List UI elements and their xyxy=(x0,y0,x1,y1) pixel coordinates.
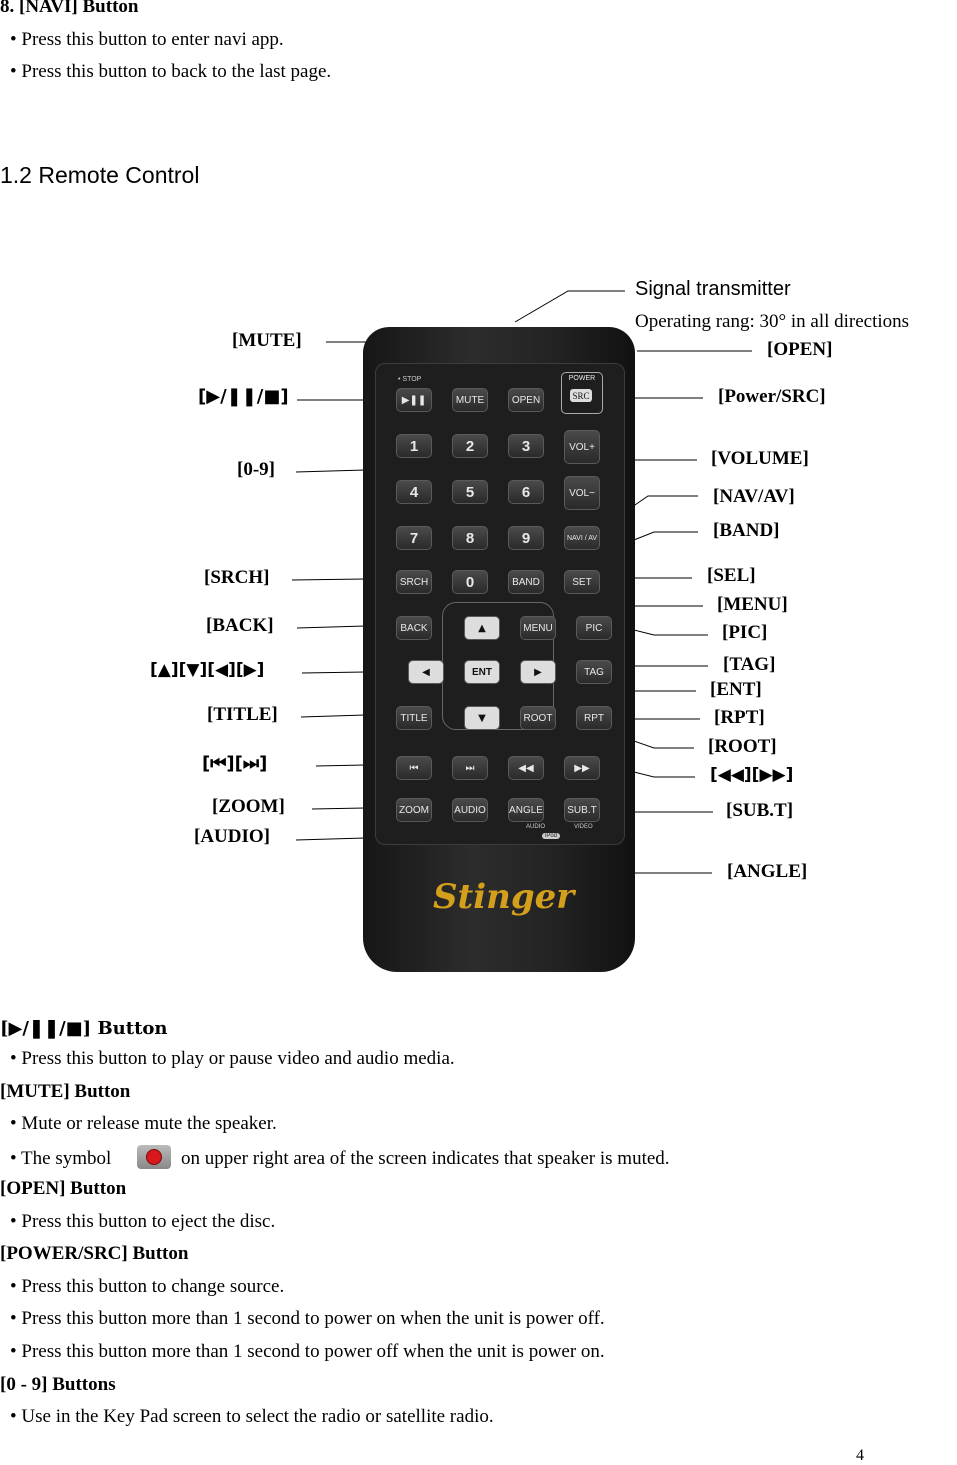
section-8-heading: 8. [NAVI] Button xyxy=(0,0,139,17)
remote-zoom-button: ZOOM xyxy=(396,798,432,822)
play-bullet-1: • Press this button to play or pause video and audio media. xyxy=(10,1048,455,1069)
remote-digit-1: 1 xyxy=(396,434,432,458)
remote-button-panel xyxy=(375,363,625,845)
power-heading: [POWER/SRC] Button xyxy=(0,1243,189,1264)
remote-root-button: ROOT xyxy=(520,706,556,730)
small-video-label: VIDEO xyxy=(574,824,593,830)
label-rpt: [RPT] xyxy=(714,707,765,728)
remote-play-pause-button: ▶❚❚ xyxy=(396,388,432,412)
mute-symbol-icon xyxy=(137,1145,171,1169)
label-0-9: [0-9] xyxy=(237,459,275,480)
label-open: [OPEN] xyxy=(767,339,833,360)
label-back: [BACK] xyxy=(206,615,274,636)
remote-menu-button: MENU xyxy=(520,616,556,640)
remote-up-button: ▲ xyxy=(464,616,500,640)
label-menu: [MENU] xyxy=(717,594,788,615)
label-title: [TITLE] xyxy=(207,704,278,725)
remote-left-button: ◀ xyxy=(408,660,444,684)
label-mute: [MUTE] xyxy=(232,330,302,351)
label-sel: [SEL] xyxy=(707,565,756,586)
power-bullet-2: • Press this button more than 1 second to power on when the unit is power off. xyxy=(10,1308,605,1329)
label-arrows: [▲][▼][◀][▶] xyxy=(150,660,265,680)
remote-right-button: ▶ xyxy=(520,660,556,684)
remote-band-button: BAND xyxy=(508,570,544,594)
remote-digit-2: 2 xyxy=(452,434,488,458)
operating-range-label: Operating rang: 30° in all directions xyxy=(635,311,910,332)
remote-vol-down-button: VOL− xyxy=(564,476,600,510)
open-bullet-1: • Press this button to eject the disc. xyxy=(10,1211,276,1232)
remote-digit-3: 3 xyxy=(508,434,544,458)
remote-digit-9: 9 xyxy=(508,526,544,550)
label-skip: [⏮][⏭] xyxy=(202,753,268,774)
remote-digit-0: 0 xyxy=(452,570,488,594)
mute-bullet-1: • Mute or release mute the speaker. xyxy=(10,1113,277,1134)
power-bullet-3: • Press this button more than 1 second to power off when the unit is power on. xyxy=(10,1341,605,1362)
label-ff-rew: [◀◀][▶▶] xyxy=(710,765,794,785)
label-angle: [ANGLE] xyxy=(727,861,808,882)
nums-bullet-1: • Use in the Key Pad screen to select the radio or satellite radio. xyxy=(10,1406,494,1427)
remote-audio-button: AUDIO xyxy=(452,798,488,822)
remote-control-image xyxy=(363,327,635,972)
remote-navi-av-button: NAVI / AV xyxy=(564,526,600,550)
remote-rpt-button: RPT xyxy=(576,706,612,730)
mute-bullet-2a: • The symbol xyxy=(10,1148,112,1169)
open-heading: [OPEN] Button xyxy=(0,1178,127,1199)
nums-heading: [0 - 9] Buttons xyxy=(0,1374,116,1395)
remote-pic-button: PIC xyxy=(576,616,612,640)
remote-title-button: TITLE xyxy=(396,706,432,730)
label-subt: [SUB.T] xyxy=(726,800,794,821)
mute-bullet-2b: on upper right area of the screen indicates that speaker is muted. xyxy=(181,1148,670,1169)
remote-digit-7: 7 xyxy=(396,526,432,550)
remote-digit-5: 5 xyxy=(452,480,488,504)
remote-next-button: ⏭ xyxy=(452,756,488,780)
remote-angle-button: ANGLE xyxy=(508,798,544,822)
label-volume: [VOLUME] xyxy=(711,448,809,469)
label-audio: [AUDIO] xyxy=(194,826,270,847)
stop-label: • STOP xyxy=(398,376,422,383)
remote-mute-button: MUTE xyxy=(452,388,488,412)
remote-src-button: SRC xyxy=(570,389,592,402)
remote-vol-up-button: VOL+ xyxy=(564,430,600,464)
section-1-2-heading: 1.2 Remote Control xyxy=(0,162,200,188)
mute-heading: [MUTE] Button xyxy=(0,1081,131,1102)
power-bullet-1: • Press this button to change source. xyxy=(10,1276,285,1297)
remote-ent-button: ENT xyxy=(464,660,500,684)
remote-subt-button: SUB.T xyxy=(564,798,600,822)
remote-set-button: SET xyxy=(564,570,600,594)
play-heading: [▶/❚❚/■] Button xyxy=(0,1018,168,1039)
section-8-bullet-1: • Press this button to enter navi app. xyxy=(10,29,284,50)
signal-transmitter-label: Signal transmitter xyxy=(635,278,791,300)
remote-open-button: OPEN xyxy=(508,388,544,412)
remote-srch-button: SRCH xyxy=(396,570,432,594)
label-srch: [SRCH] xyxy=(204,567,270,588)
label-band: [BAND] xyxy=(713,520,780,541)
stinger-logo: Stinger xyxy=(433,877,575,917)
remote-back-button: BACK xyxy=(396,616,432,640)
remote-power-box xyxy=(561,372,603,414)
remote-digit-8: 8 xyxy=(452,526,488,550)
power-label: POWER xyxy=(568,375,596,382)
remote-down-button: ▼ xyxy=(464,706,500,730)
remote-prev-button: ⏮ xyxy=(396,756,432,780)
label-tag: [TAG] xyxy=(723,654,776,675)
remote-digit-6: 6 xyxy=(508,480,544,504)
small-ipod-label: iPod xyxy=(542,833,560,839)
page-number: 4 xyxy=(856,1447,864,1464)
label-power-src: [Power/SRC] xyxy=(718,386,826,407)
section-8-bullet-2: • Press this button to back to the last page. xyxy=(10,61,332,82)
label-pic: [PIC] xyxy=(722,622,768,643)
remote-tag-button: TAG xyxy=(576,660,612,684)
label-zoom: [ZOOM] xyxy=(212,796,285,817)
label-nav-av: [NAV/AV] xyxy=(713,486,795,507)
remote-ff-button: ▶▶ xyxy=(564,756,600,780)
remote-rew-button: ◀◀ xyxy=(508,756,544,780)
remote-digit-4: 4 xyxy=(396,480,432,504)
label-root: [ROOT] xyxy=(708,736,777,757)
label-play-pause-stop: [▶/❚❚/■] xyxy=(198,386,289,407)
label-ent: [ENT] xyxy=(710,679,762,700)
small-audio-label: AUDIO xyxy=(526,824,546,830)
